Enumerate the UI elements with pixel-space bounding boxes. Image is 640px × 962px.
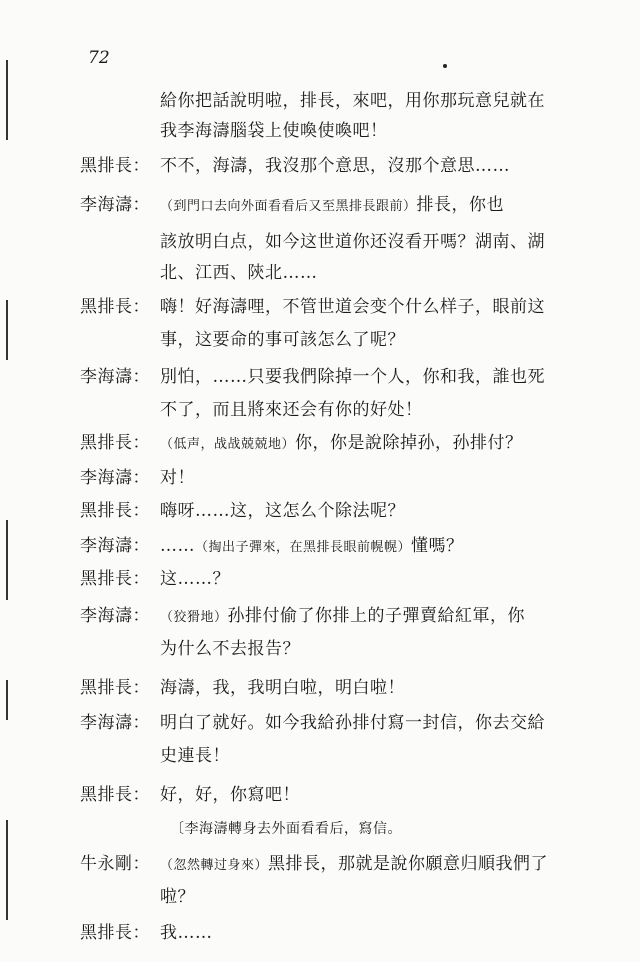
stage-direction: （掏出子彈來，在黑排長眼前幌幌） bbox=[195, 540, 412, 555]
speaker-name: 黑排長： bbox=[80, 785, 150, 805]
speaker-name: 李海濤： bbox=[80, 367, 150, 387]
stage-direction: （低声，战战兢兢地） bbox=[160, 437, 296, 452]
stage-direction: （忽然轉过身來） bbox=[160, 858, 269, 873]
line-text: 事，这要命的事可該怎么了呢？ bbox=[160, 330, 405, 350]
stage-direction: 〔李海濤轉身去外面看看后，寫信。 bbox=[170, 821, 402, 837]
line-text: 为什么不去报告？ bbox=[160, 639, 300, 659]
speaker-name: 黑排長： bbox=[80, 156, 150, 176]
stage-direction: （狡猾地） bbox=[160, 610, 228, 625]
line-content bbox=[160, 605, 525, 629]
speaker-name: 牛永剛： bbox=[80, 854, 150, 874]
line-text: …… bbox=[160, 536, 195, 556]
line-text: 我…… bbox=[160, 923, 213, 943]
page-number: 72 bbox=[88, 48, 110, 68]
line-text: 排長，你也 bbox=[416, 195, 505, 215]
line-text: 北、江西、陝北…… bbox=[160, 263, 318, 283]
line-content bbox=[160, 535, 464, 559]
speaker-name: 黑排長： bbox=[80, 678, 150, 698]
line-text: 这……？ bbox=[160, 569, 230, 589]
speaker-name: 李海濤： bbox=[80, 713, 150, 733]
line-text: 該放明白点，如今这世道你还沒看开嗎？湖南、湖 bbox=[160, 232, 545, 252]
line-text: 不不，海濤，我沒那个意思，沒那个意思…… bbox=[160, 156, 510, 176]
speaker-name: 李海濤： bbox=[80, 195, 150, 215]
line-text: 不了，而且將來还会有你的好处！ bbox=[160, 400, 423, 420]
line-text: 史連長！ bbox=[160, 746, 230, 766]
speaker-name: 黑排長： bbox=[80, 433, 150, 453]
line-text: 別怕，……只要我們除掉一个人，你和我，誰也死 bbox=[160, 367, 545, 387]
line-text: 对！ bbox=[160, 468, 195, 488]
speaker-name: 李海濤： bbox=[80, 468, 150, 488]
line-content bbox=[160, 432, 523, 456]
line-content bbox=[160, 194, 504, 218]
line-text: 嗨！好海濤哩，不管世道会变个什么样子，眼前这 bbox=[160, 297, 545, 317]
line-text: 明白了就好。如今我給孙排付寫一封信，你去交給 bbox=[160, 713, 545, 733]
line-text: 黑排長，那就是說你願意归順我們了 bbox=[268, 854, 549, 874]
line-text: 好，好，你寫吧！ bbox=[160, 785, 300, 805]
stage-direction: （到門口去向外面看看后又至黑排長跟前） bbox=[160, 199, 417, 214]
line-text: 懂嗎？ bbox=[411, 536, 464, 556]
line-text: 海濤，我，我明白啦，明白啦！ bbox=[160, 678, 405, 698]
speaker-name: 李海濤： bbox=[80, 536, 150, 556]
line-text: 啦？ bbox=[160, 887, 195, 907]
line-text: 給你把話說明啦，排長，來吧，用你那玩意兒就在 bbox=[160, 91, 545, 111]
speaker-name: 李海濤： bbox=[80, 606, 150, 626]
line-text: 你，你是說除掉孙，孙排付？ bbox=[295, 433, 523, 453]
line-text: 我李海濤腦袋上使喚使喚吧！ bbox=[160, 121, 388, 141]
line-text: 嗨呀……这，这怎么个除法呢？ bbox=[160, 501, 405, 521]
speaker-name: 黑排長： bbox=[80, 923, 150, 943]
line-text: 孙排付偷了你排上的子彈賣給紅軍，你 bbox=[227, 606, 526, 626]
speaker-name: 黑排長： bbox=[80, 297, 150, 317]
line-content bbox=[160, 853, 548, 877]
speaker-name: 黑排長： bbox=[80, 569, 150, 589]
speaker-name: 黑排長： bbox=[80, 501, 150, 521]
